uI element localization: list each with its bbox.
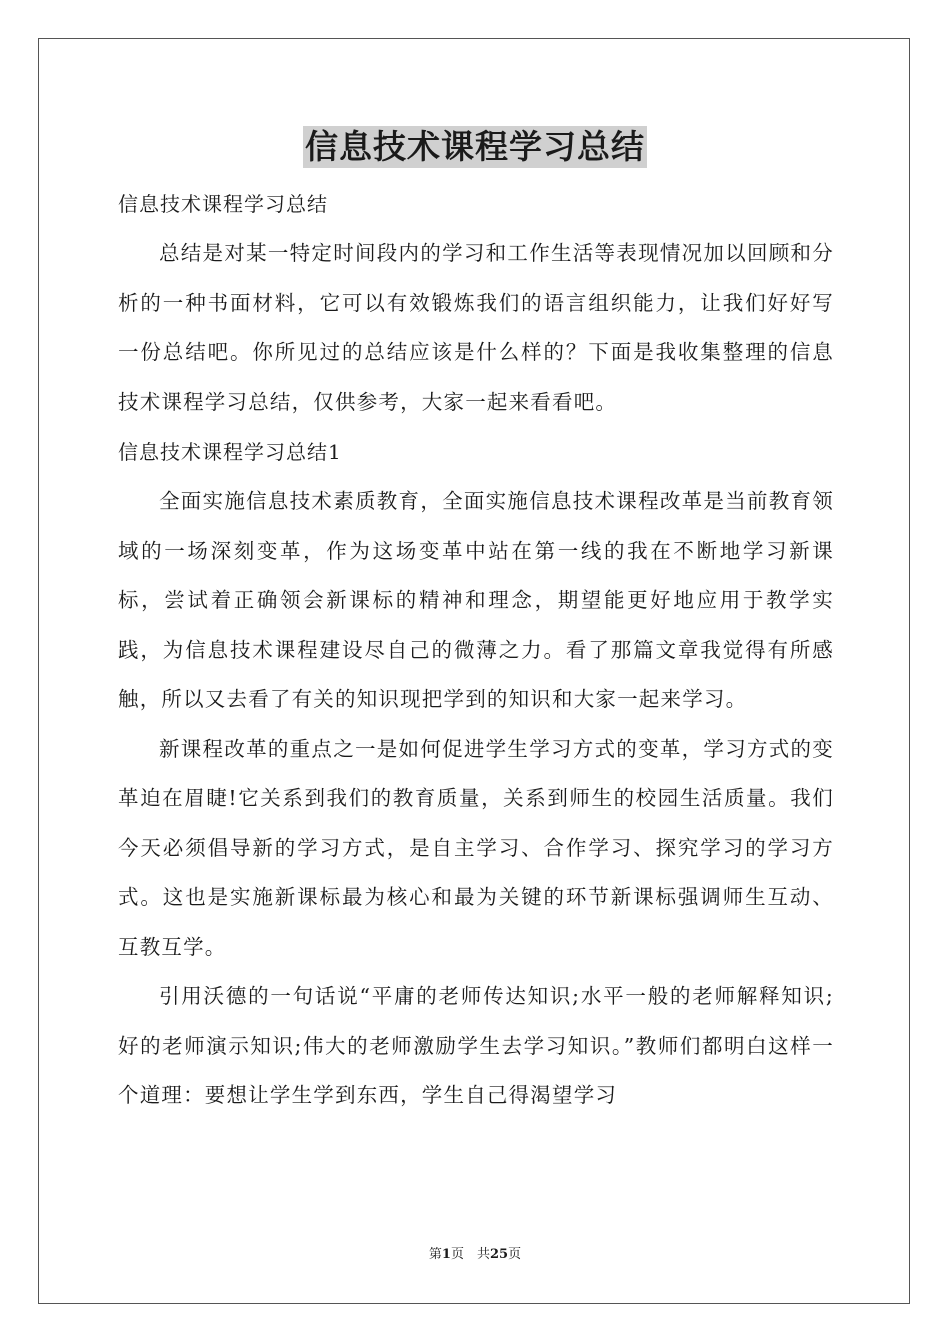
intro-paragraph: 总结是对某一特定时间段内的学习和工作生活等表现情况加以回顾和分析的一种书面材料，它可以有效锻炼我们的语言组织能力，让我们好好写一份总结吧。你所见过的总结应该是什么样的？下面是我收集整理的信息技术课程学习总结，仅供参考，大家一起来看看吧。	[118, 241, 834, 414]
body-paragraph-2: 新课程改革的重点之一是如何促进学生学习方式的变革，学习方式的变革迫在眉睫!它关系到我们的教育质量，关系到师生的校园生活质量。我们今天必须倡导新的学习方式，是自主学习、合作学习、探究学习的学习方式。这也是实施新课标最为核心和最为关键的环节新课标强调师生互动、互教互学。	[118, 736, 834, 959]
page-mid-text: 页 共	[450, 1247, 490, 1262]
document-title	[0, 126, 950, 168]
body-paragraph-3: 引用沃德的一句话说“平庸的老师传达知识;水平一般的老师解释知识;好的老师演示知识;伟大的老师激励学生去学习知识。”教师们都明白这样一个道理：要想让学生学到东西，学生自己得渴望学习	[118, 984, 834, 1107]
page-suffix: 页	[508, 1247, 522, 1262]
document-subtitle: 信息技术课程学习总结	[118, 192, 328, 216]
page-current-number: 1	[441, 1247, 451, 1262]
page-prefix: 第	[428, 1247, 442, 1262]
body-paragraph-1: 全面实施信息技术素质教育，全面实施信息技术课程改革是当前教育领域的一场深刻变革，作为这场变革中站在第一线的我在不断地学习新课标，尝试着正确领会新课标的精神和理念，期望能更好地应用于教学实践，为信息技术课程建设尽自己的微薄之力。看了那篇文章我觉得有所感触，所以又去看了有关的知识现把学到的知识和大家一起来学习。	[118, 489, 834, 711]
document-body	[118, 179, 834, 1121]
page-footer	[0, 1246, 950, 1264]
page-total-number: 25	[489, 1247, 509, 1262]
section-heading: 信息技术课程学习总结1	[118, 440, 342, 464]
document-title-text: 信息技术课程学习总结	[305, 127, 645, 166]
